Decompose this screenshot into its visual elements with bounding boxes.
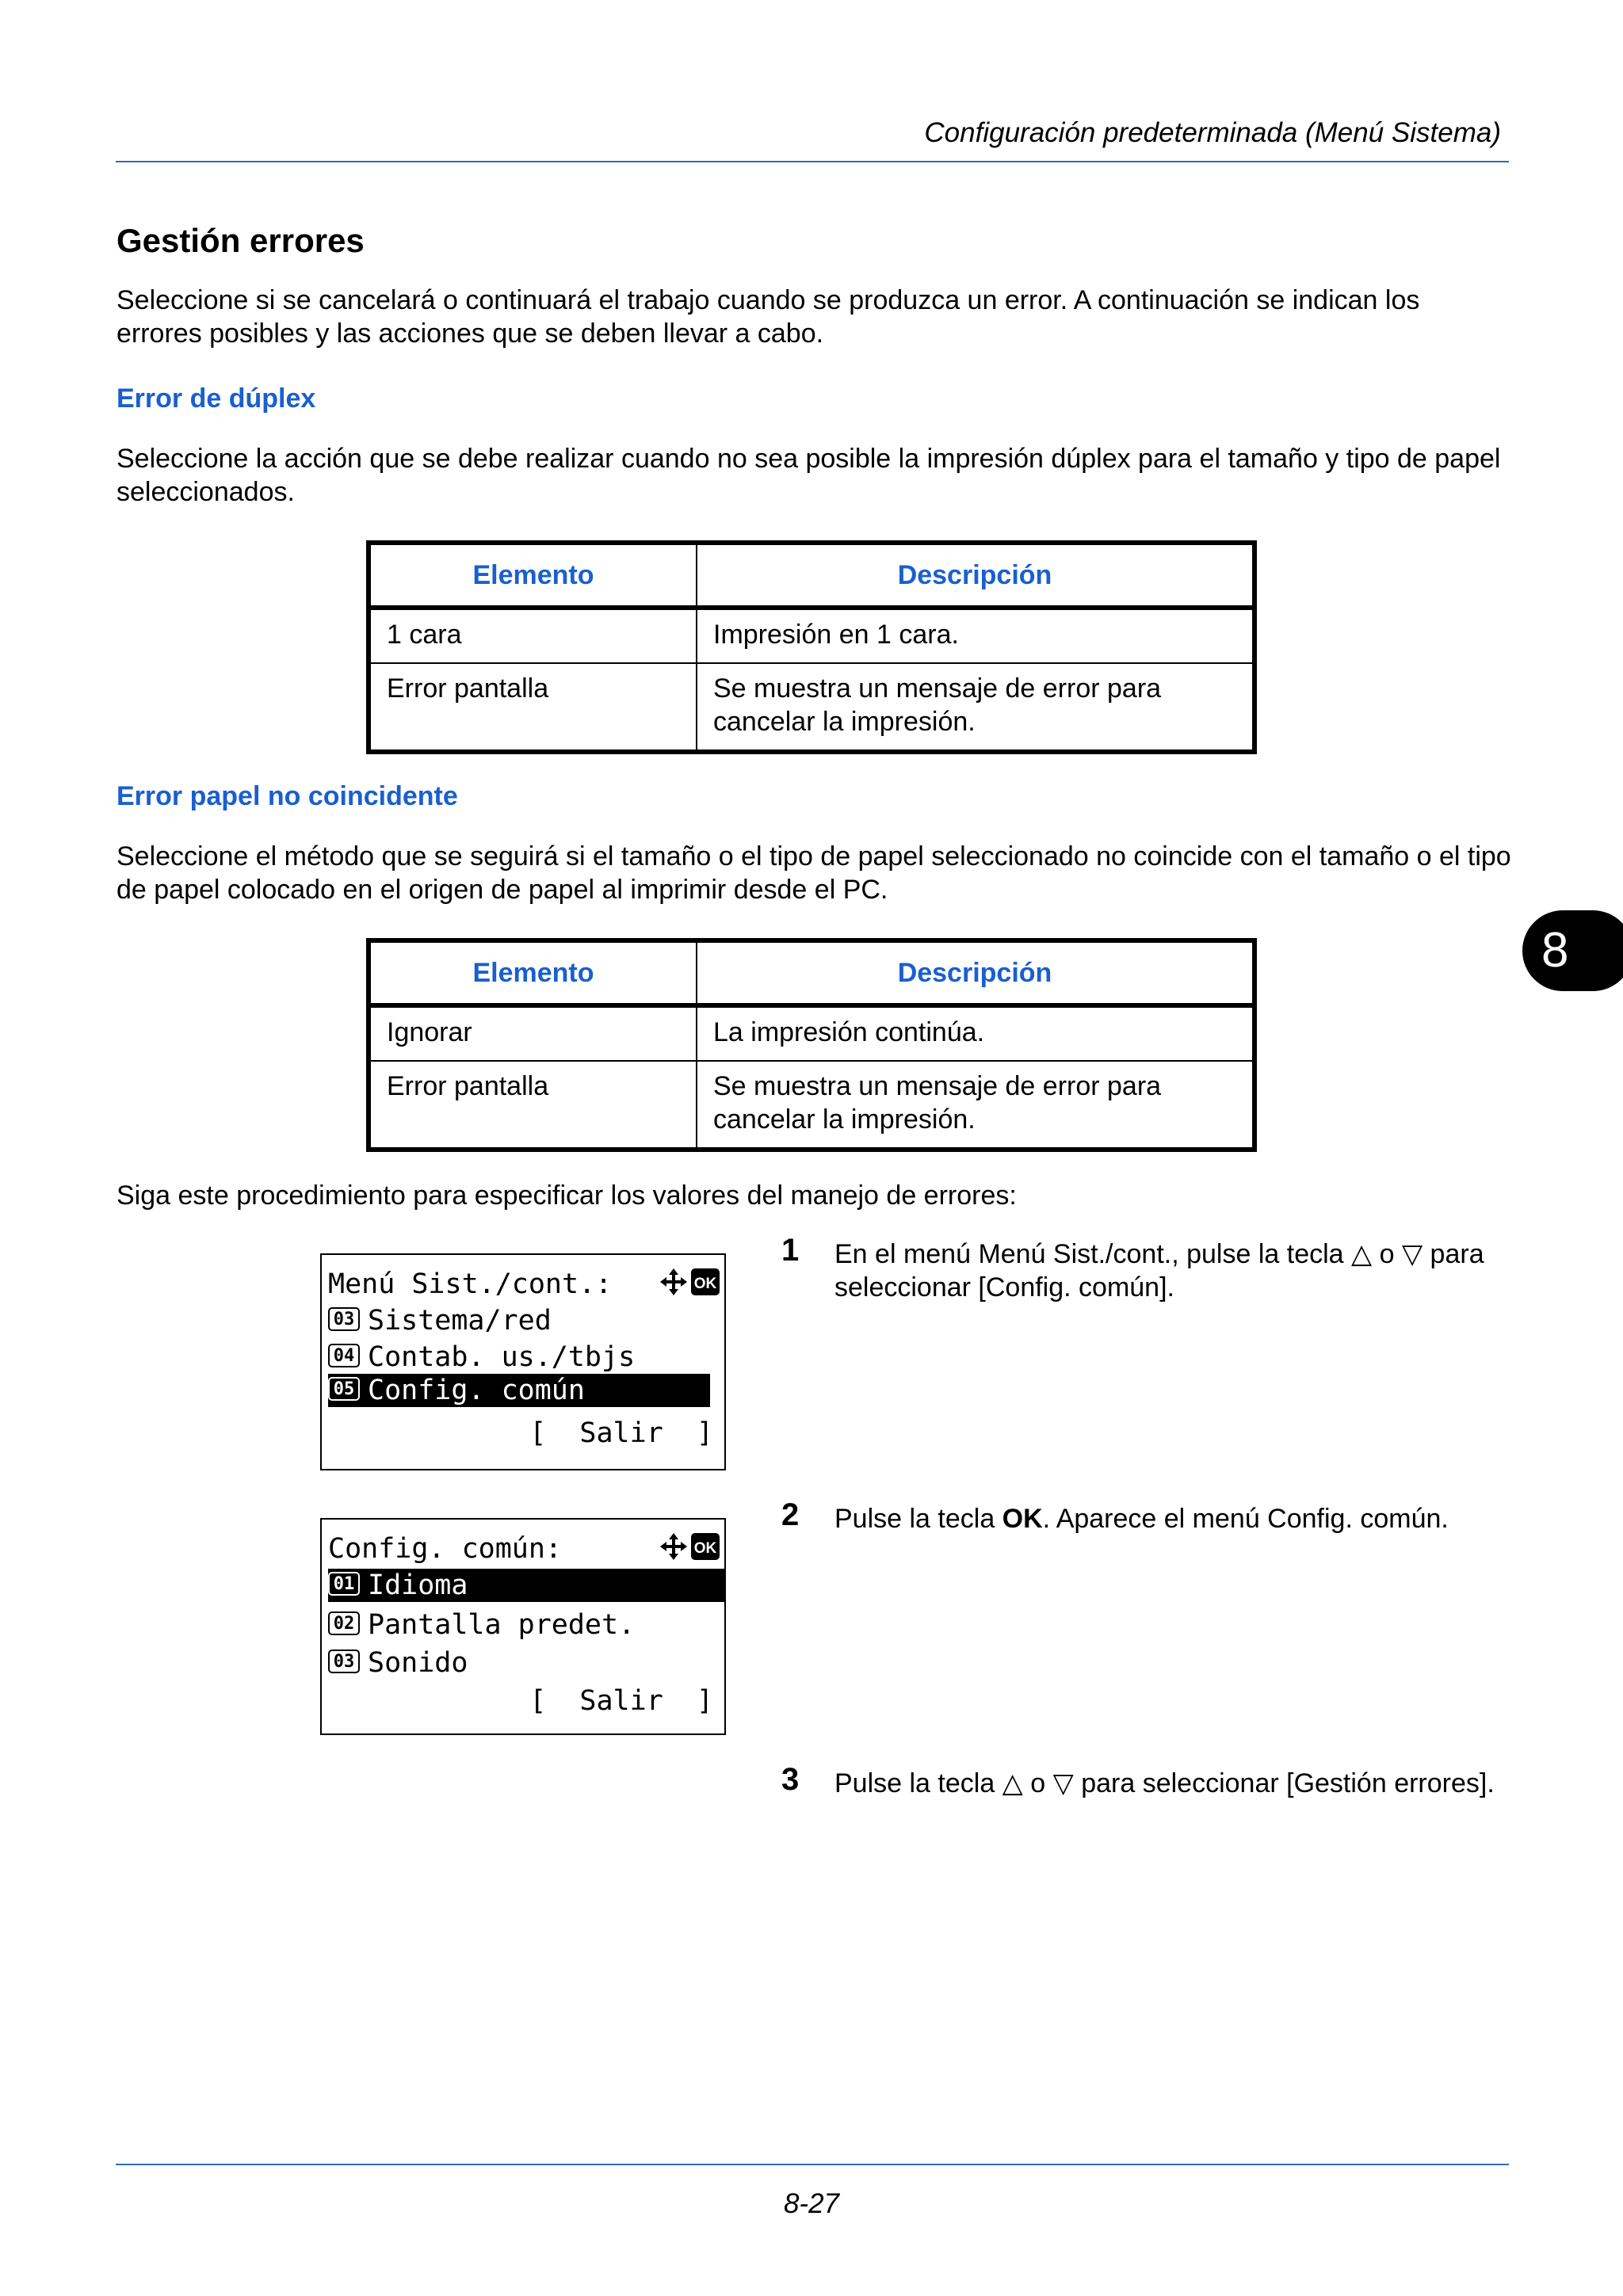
item-number-badge: 04 [328, 1344, 360, 1367]
table-row [369, 663, 1254, 752]
table-cell: Impresión en 1 cara. [713, 620, 959, 650]
table-cell: Ignorar [369, 1005, 697, 1061]
menu-item-label: Idioma [368, 1569, 468, 1601]
page-number: 8-27 [783, 2188, 840, 2219]
running-header: Configuración predeterminada (Menú Sistema) [924, 117, 1501, 148]
lcd-menu-item[interactable] [328, 1608, 724, 1642]
item-number-badge: 03 [328, 1650, 360, 1673]
lcd-menu-item[interactable] [328, 1304, 724, 1337]
lcd-menu-item[interactable] [328, 1646, 724, 1680]
mismatch-text: Seleccione el método que se seguirá si el tamaño o el tipo de papel seleccionado no coincide con el tamaño o el tipo de papel colocado en el origen de papel al imprimir desde el PC. [116, 841, 1511, 905]
table-cell: La impresión continúa. [713, 1017, 985, 1047]
table-cell: Se muestra un mensaje de error para cancelar la impresión. [697, 663, 1254, 752]
item-number-badge: 05 [328, 1377, 360, 1401]
column-header-element: Elemento [369, 543, 697, 608]
svg-text:OK: OK [693, 1540, 717, 1557]
menu-item-label: Sonido [368, 1647, 468, 1679]
duplex-text: Seleccione la acción que se debe realizar cuando no sea posible la impresión dúplex para el tamaño y tipo de papel seleccionados. [116, 444, 1501, 507]
step-number: 1 [781, 1233, 800, 1268]
nav-ok-icon [659, 1268, 720, 1296]
section-title: Gestión errores [116, 222, 365, 259]
duplex-table [366, 540, 1257, 754]
step-number: 3 [781, 1762, 800, 1797]
header-rule [116, 161, 1509, 162]
table-row [369, 1061, 1254, 1150]
step-number: 2 [781, 1497, 800, 1532]
section-intro: Seleccione si se cancelará o continuará el trabajo cuando se produzca un error. A continuación se indican los errores posibles y las acciones que se deben llevar a cabo. [116, 285, 1420, 349]
item-number-badge: 01 [328, 1572, 360, 1596]
lcd-screen-system-menu [320, 1253, 726, 1470]
exit-softkey[interactable]: [ Salir ] [529, 1417, 713, 1449]
step-text: Pulse la tecla △ o ▽ para seleccionar [Gestión errores]. [834, 1768, 1495, 1798]
procedure-intro: Siga este procedimiento para especificar los valores del manejo de errores: [116, 1180, 1017, 1211]
lcd-title: Menú Sist./cont.: [328, 1268, 613, 1300]
column-header-element: Elemento [369, 940, 697, 1005]
lcd-menu-item[interactable] [328, 1341, 724, 1374]
duplex-heading: Error de dúplex [116, 383, 316, 414]
mismatch-heading: Error papel no coincidente [116, 781, 458, 811]
table-cell: Error pantalla [369, 663, 697, 752]
menu-item-label: Sistema/red [368, 1305, 552, 1337]
footer-rule [116, 2164, 1509, 2165]
table-cell: Se muestra un mensaje de error para cancelar la impresión. [697, 1061, 1254, 1150]
lcd-menu-item-selected[interactable] [328, 1374, 710, 1407]
table-cell: Error pantalla [369, 1061, 697, 1150]
step-text: Pulse la tecla OK. Aparece el menú Config. común. [834, 1504, 1449, 1534]
menu-item-label: Pantalla predet. [368, 1609, 636, 1641]
item-number-badge: 03 [328, 1307, 360, 1331]
mismatch-table [366, 938, 1257, 1152]
chapter-tab: 8 [1522, 910, 1623, 991]
item-number-badge: 02 [328, 1611, 360, 1635]
table-row [369, 1005, 1254, 1061]
svg-text:OK: OK [693, 1276, 717, 1292]
table-row [369, 608, 1254, 663]
column-header-description: Descripción [697, 543, 1254, 608]
step-text: En el menú Menú Sist./cont., pulse la tecla △ o ▽ para seleccionar [Config. común]. [834, 1239, 1484, 1302]
table-cell: 1 cara [369, 608, 697, 663]
lcd-screen-common-settings [320, 1518, 726, 1735]
column-header-description: Descripción [697, 940, 1254, 1005]
lcd-menu-item-selected[interactable] [328, 1569, 724, 1602]
nav-ok-icon [659, 1532, 720, 1561]
exit-softkey[interactable]: [ Salir ] [529, 1685, 713, 1717]
menu-item-label: Contab. us./tbjs [368, 1341, 636, 1373]
menu-item-label: Config. común [368, 1375, 585, 1406]
lcd-title: Config. común: [328, 1533, 563, 1565]
